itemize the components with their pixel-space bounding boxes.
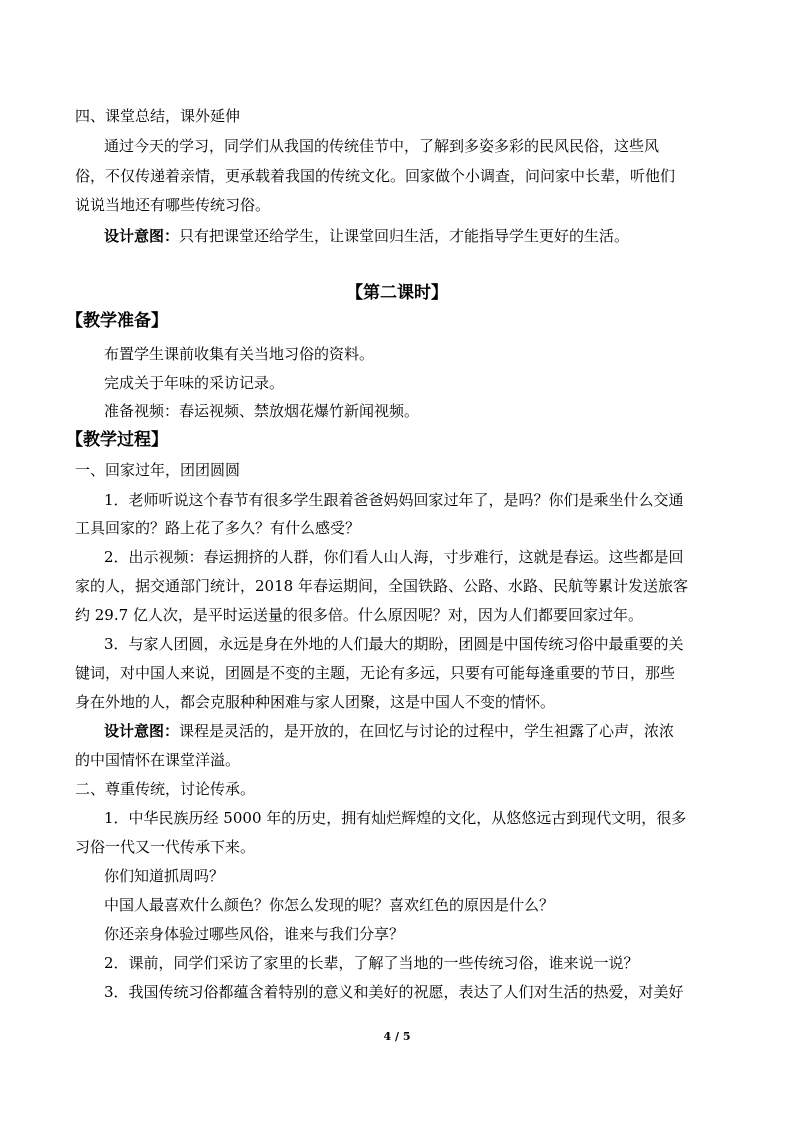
- paragraph-line: 约 29.7 亿人次，是平时运送量的很多倍。什么原因呢？对，因为人们都要回家过年。: [75, 606, 643, 624]
- prep-item: 准备视频：春运视频、禁放烟花爆竹新闻视频。: [104, 402, 420, 420]
- question-line: 你们知道抓周吗？: [104, 867, 225, 885]
- question-line: 你还亲身体验过哪些风俗，谁来与我们分享？: [104, 925, 405, 943]
- paragraph-line: 1．老师听说这个春节有很多学生跟着爸爸妈妈回家过年了，是吗？你们是乘坐什么交通: [104, 491, 684, 509]
- process-heading: 【教学过程】: [66, 430, 168, 450]
- section-4-heading: 四、课堂总结，课外延伸: [75, 107, 241, 125]
- paragraph-line: 工具回家的？路上花了多久？有什么感受？: [75, 519, 361, 537]
- page-number: 4 / 5: [383, 1030, 411, 1043]
- paragraph-line: 身在外地的人，都会克服种种困难与家人团聚，这是中国人不变的情怀。: [75, 693, 556, 711]
- paragraph-line: 2．课前，同学们采访了家里的长辈，了解了当地的一些传统习俗，谁来说一说？: [104, 954, 639, 972]
- design-intent-label: 设计意图：: [104, 227, 180, 245]
- prep-heading: 【教学准备】: [66, 311, 168, 331]
- paragraph-line: 的中国情怀在课堂洋溢。: [75, 751, 241, 769]
- paragraph-line: 通过今天的学习，同学们从我国的传统佳节中，了解到多姿多彩的民风民俗，这些风: [104, 137, 660, 155]
- part-1-heading: 一、回家过年，团团圆圆: [75, 461, 241, 479]
- paragraph-line: 俗，不仅传递着亲情，更承载着我国的传统文化。回家做个小调查，问问家中长辈，听他们: [75, 167, 676, 185]
- paragraph-line: 习俗一代又一代传承下来。: [75, 838, 256, 856]
- prep-item: 完成关于年味的采访记录。: [104, 374, 285, 392]
- design-intent-label: 设计意图：: [104, 722, 180, 740]
- paragraph-line: 家的人，据交通部门统计，2018 年春运期间，全国铁路、公路、水路、民航等累计发送旅客: [75, 577, 688, 595]
- paragraph-line: 3．与家人团圆，永远是身在外地的人们最大的期盼，团圆是中国传统习俗中最重要的关: [104, 635, 684, 653]
- design-intent: [104, 226, 725, 246]
- design-intent-text: 课程是灵活的，是开放的，在回忆与讨论的过程中，学生袒露了心声，浓浓: [179, 722, 675, 740]
- paragraph-line: 3．我国传统习俗都蕴含着特别的意义和美好的祝愿，表达了人们对生活的热爱，对美好: [104, 983, 684, 1001]
- paragraph-line: 键词，对中国人来说，团圆是不变的主题，无论有多远，只要有可能每逢重要的节日，那些: [75, 664, 676, 682]
- question-line: 中国人最喜欢什么颜色？你怎么发现的呢？喜欢红色的原因是什么？: [104, 896, 555, 914]
- lesson-title: 【第二课时】: [346, 283, 448, 303]
- paragraph-line: 2．出示视频：春运拥挤的人群，你们看人山人海，寸步难行，这就是春运。这些都是回: [104, 548, 684, 566]
- design-intent: [104, 721, 725, 741]
- design-intent-text: 只有把课堂还给学生，让课堂回归生活，才能指导学生更好的生活。: [179, 227, 630, 245]
- prep-item: 布置学生课前收集有关当地习俗的资料。: [104, 345, 375, 363]
- paragraph-line: 1．中华民族历经 5000 年的历史，拥有灿烂辉煌的文化，从悠悠远古到现代文明，很多: [104, 809, 687, 827]
- paragraph-line: 说说当地还有哪些传统习俗。: [75, 196, 271, 214]
- part-2-heading: 二、尊重传统，讨论传承。: [75, 780, 256, 798]
